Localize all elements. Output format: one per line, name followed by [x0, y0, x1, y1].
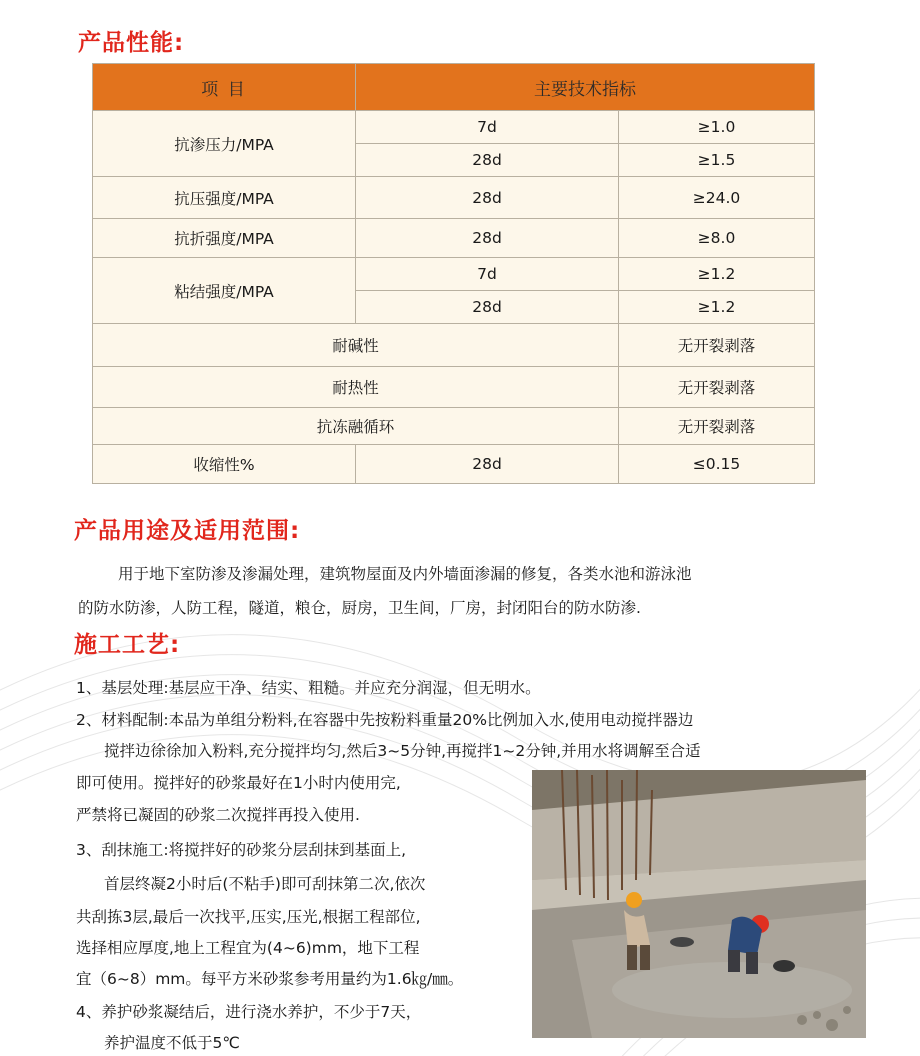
- process-heading: 施工工艺:: [74, 632, 181, 658]
- row-age: 28d: [356, 144, 619, 177]
- step-4-line-2: 养护温度不低于5℃: [104, 1034, 240, 1052]
- row-value: ≥24.0: [619, 177, 815, 219]
- row-value: 无开裂剥落: [619, 408, 815, 445]
- row-value: 无开裂剥落: [619, 367, 815, 408]
- row-age: 28d: [356, 445, 619, 484]
- table-row: [93, 177, 815, 219]
- usage-heading: 产品用途及适用范围:: [74, 518, 301, 544]
- row-name: 粘结强度/MPA: [93, 258, 356, 324]
- step-3-line-5: 宜（6~8）mm。每平方米砂浆参考用量约为1.6㎏/㎜。: [76, 970, 464, 988]
- row-value: ≤0.15: [619, 445, 815, 484]
- step-2-line-4: 严禁将已凝固的砂浆二次搅拌再投入使用.: [76, 806, 360, 824]
- usage-line-2: 的防水防渗，人防工程，隧道，粮仓，厨房，卫生间，厂房，封闭阳台的防水防渗.: [78, 599, 641, 617]
- usage-line-1: 用于地下室防渗及渗漏处理，建筑物屋面及内外墙面渗漏的修复，各类水池和游泳池: [118, 565, 692, 583]
- row-value: ≥1.2: [619, 258, 815, 291]
- row-value: 无开裂剥落: [619, 324, 815, 367]
- performance-heading: 产品性能:: [78, 30, 185, 56]
- construction-photo: [532, 770, 866, 1038]
- header-indicator-label: 主要技术指标: [534, 79, 636, 100]
- step-3-line-3: 共刮拣3层,最后一次找平,压实,压光,根据工程部位,: [76, 908, 421, 926]
- row-name: 耐热性: [93, 367, 619, 408]
- header-item-label: 项 目: [201, 79, 247, 100]
- table-row: [93, 445, 815, 484]
- step-2-line-1: 2、材料配制:本品为单组分粉料,在容器中先按粉料重量20%比例加入水,使用电动搅拌器边: [76, 711, 694, 729]
- row-age: 28d: [356, 291, 619, 324]
- step-1: 1、基层处理:基层应干净、结实、粗糙。并应充分润湿，但无明水。: [76, 679, 541, 697]
- row-value: ≥1.0: [619, 111, 815, 144]
- header-item: [93, 64, 356, 111]
- table-row: [93, 219, 815, 258]
- row-value: ≥1.5: [619, 144, 815, 177]
- table-row: [93, 324, 815, 367]
- row-value: ≥1.2: [619, 291, 815, 324]
- row-age: 28d: [356, 219, 619, 258]
- table-row: [93, 258, 815, 291]
- row-age: 7d: [356, 111, 619, 144]
- row-value: ≥8.0: [619, 219, 815, 258]
- row-age: 7d: [356, 258, 619, 291]
- header-indicator: [356, 64, 815, 111]
- performance-table: [92, 63, 815, 484]
- row-name: 耐碱性: [93, 324, 619, 367]
- step-3-line-4: 选择相应厚度,地上工程宜为(4~6)mm，地下工程: [76, 939, 420, 957]
- table-row: [93, 408, 815, 445]
- row-name: 抗折强度/MPA: [93, 219, 356, 258]
- row-name: 抗冻融循环: [93, 408, 619, 445]
- step-3-line-1: 3、刮抹施工:将搅拌好的砂浆分层刮抹到基面上,: [76, 841, 407, 859]
- step-2-line-3: 即可使用。搅拌好的砂浆最好在1小时内使用完,: [76, 774, 401, 792]
- table-header-row: [93, 64, 815, 111]
- row-name: 抗渗压力/MPA: [93, 111, 356, 177]
- step-2-line-2: 搅拌边徐徐加入粉料,充分搅拌均匀,然后3~5分钟,再搅拌1~2分钟,并用水将调解至合适: [104, 742, 701, 760]
- row-name: 抗压强度/MPA: [93, 177, 356, 219]
- table-row: [93, 367, 815, 408]
- step-4-line-1: 4、养护砂浆凝结后，进行浇水养护，不少于7天，: [76, 1003, 422, 1021]
- row-name: 收缩性%: [93, 445, 356, 484]
- step-3-line-2: 首层终凝2小时后(不粘手)即可刮抹第二次,依次: [104, 875, 426, 893]
- row-age: 28d: [356, 177, 619, 219]
- table-row: [93, 111, 815, 144]
